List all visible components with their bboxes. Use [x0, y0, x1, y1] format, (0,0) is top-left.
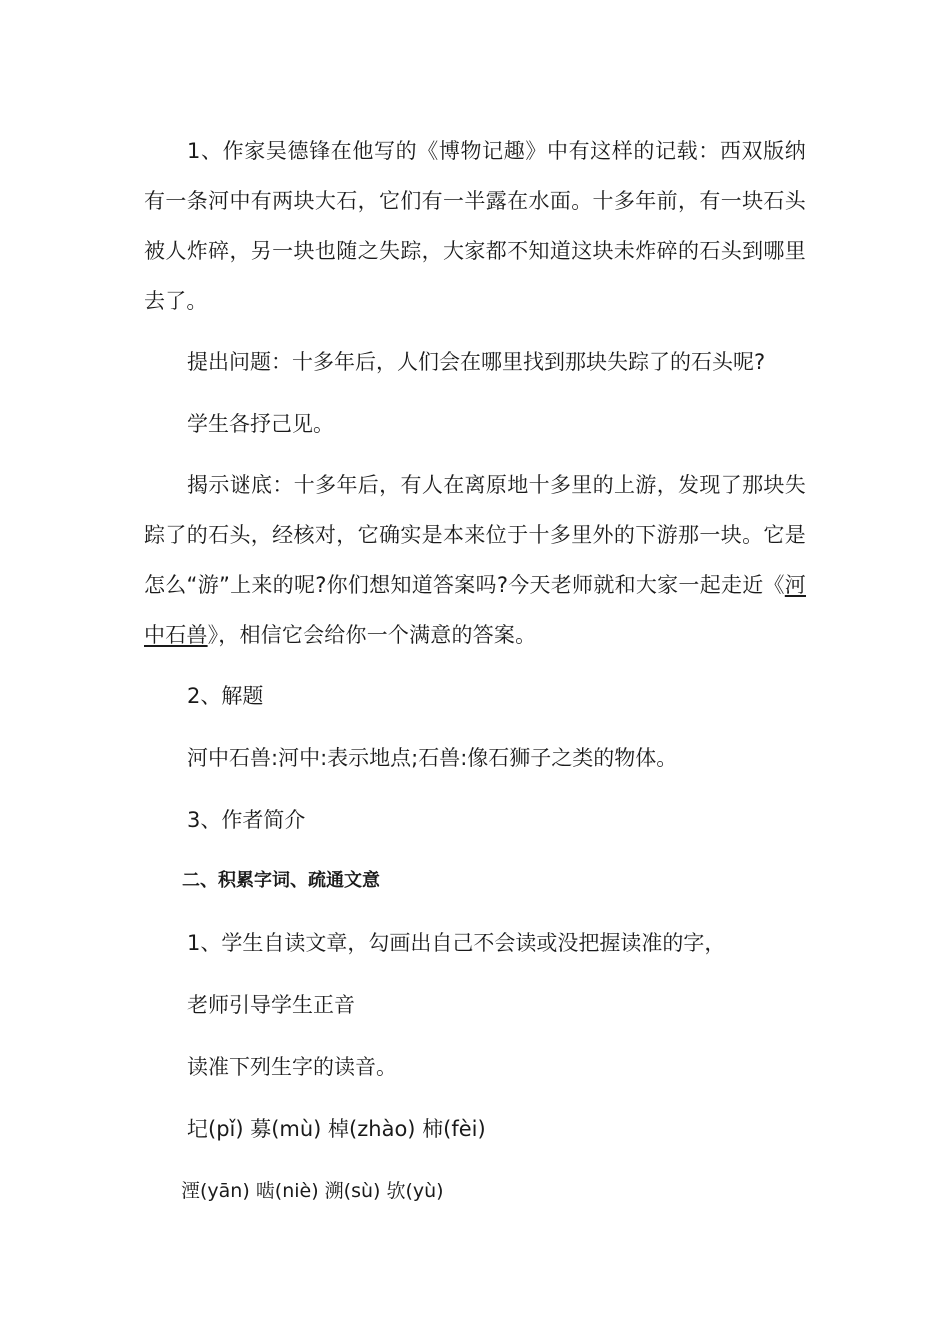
section-3-label: 3、作者简介 — [187, 808, 306, 832]
intro-paragraph: 1、作家吴德锋在他写的《博物记趣》中有这样的记载：西双版纳有一条河中有两块大石，它们有一半露在水面。十多年前，有一块石头被人炸碎，另一块也随之失踪，大家都不知道这块未炸碎的石头到哪里去了。 — [144, 139, 806, 313]
reveal-text-1: 揭示谜底：十多年后，有人在离原地十多里的上游，发现了那块失踪了的石头，经核对，它确实是本来位于十多里外的下游那一块。它是怎么“游”上来的呢?你们想知道答案吗?今天老师就和大家一起走近《 — [144, 473, 806, 597]
section-2-label: 2、解题 — [187, 684, 264, 708]
self-read-paragraph: 1、学生自读文章，勾画出自己不会读或没把握读准的字， — [187, 931, 726, 955]
reveal-paragraph — [144, 460, 806, 660]
pronunciation-list-1: 圮(pǐ) 募(mù) 棹(zhào) 柿(fèi) — [187, 1117, 486, 1141]
section-heading: 二、积累字词、疏通文意 — [182, 870, 380, 891]
pronunciation-instruction: 读准下列生字的读音。 — [187, 1055, 397, 1079]
teacher-guide-paragraph: 老师引导学生正音 — [187, 993, 355, 1017]
students-paragraph: 学生各抒己见。 — [187, 412, 334, 436]
pronunciation-list-2: 湮(yān) 啮(niè) 溯(sù) 欤(yù) — [181, 1180, 444, 1202]
title-explanation: 河中石兽:河中:表示地点;石兽:像石狮子之类的物体。 — [187, 746, 678, 770]
reveal-text-2: 》，相信它会给你一个满意的答案。 — [207, 623, 537, 647]
title-link[interactable]: 河中石兽 — [144, 573, 806, 647]
question-paragraph: 提出问题：十多年后，人们会在哪里找到那块失踪了的石头呢? — [187, 350, 766, 374]
